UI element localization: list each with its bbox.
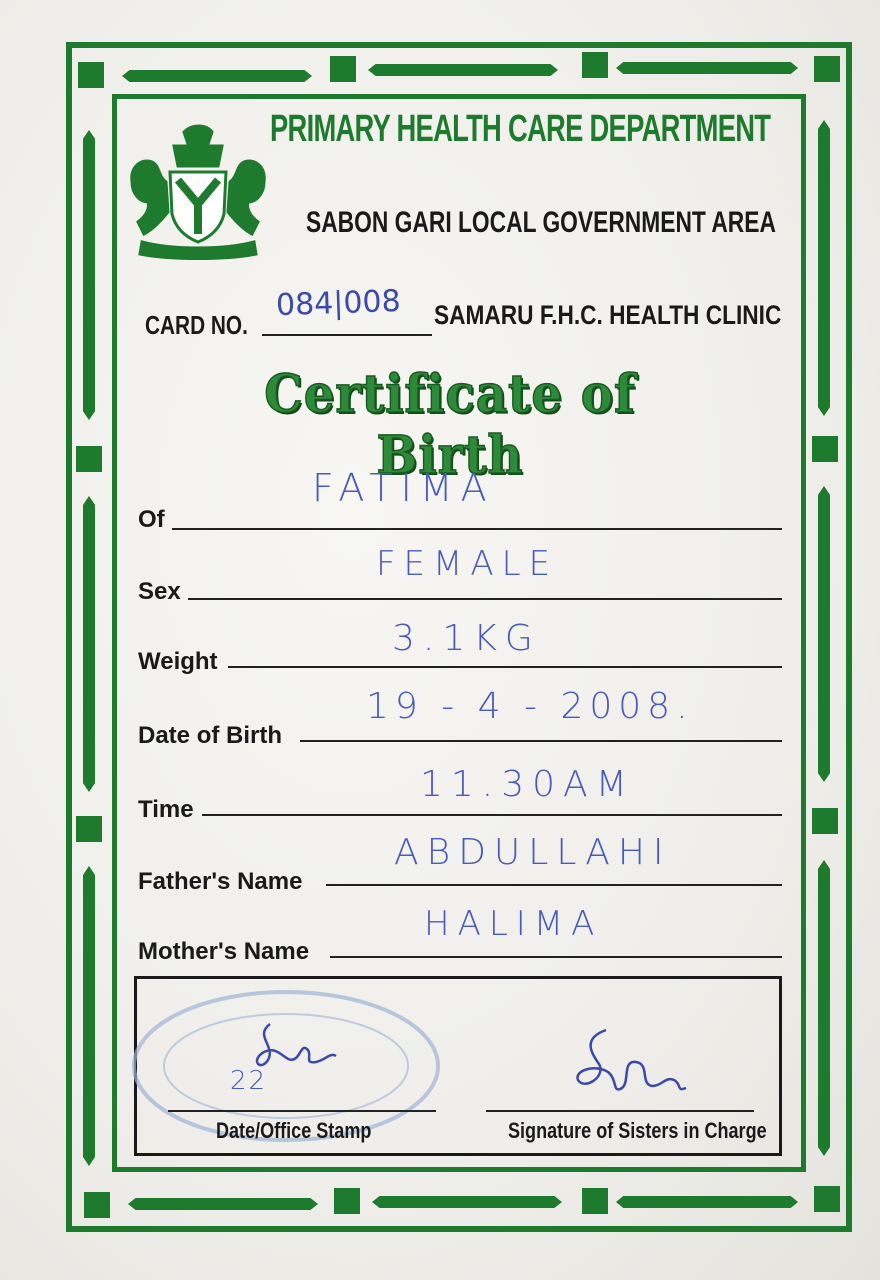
border-bar (122, 70, 312, 82)
border-square (582, 1188, 608, 1214)
stamp-date: 22 (230, 1066, 268, 1096)
of-label: Of (138, 506, 165, 533)
time-label: Time (138, 796, 194, 823)
department-title: PRIMARY HEALTH CARE DEPARTMENT (270, 108, 771, 150)
lga-subtitle: SABON GARI LOCAL GOVERNMENT AREA (306, 206, 776, 239)
weight-label: Weight (138, 648, 218, 675)
of-value: FATIMA (312, 466, 495, 510)
sister-signature (566, 1024, 696, 1100)
of-line (172, 528, 782, 530)
office-signature (246, 1016, 346, 1078)
border-square (812, 436, 838, 462)
border-bar (616, 1196, 798, 1208)
weight-value: 3.1KG (392, 618, 541, 659)
border-bar (128, 1198, 318, 1210)
border-bar (368, 64, 558, 76)
stamp-sign-line (168, 1110, 436, 1112)
border-square (812, 808, 838, 834)
border-square (76, 446, 102, 472)
dob-label: Date of Birth (138, 722, 282, 749)
corner-square-bl (84, 1192, 110, 1218)
father-value: ABDULLAHI (394, 832, 672, 873)
mother-line (330, 956, 782, 958)
border-bar (818, 486, 830, 782)
card-no-label: CARD NO. (145, 310, 248, 340)
card-no-line (262, 334, 432, 336)
dob-line (300, 740, 782, 742)
card-number: 084|008 (275, 283, 402, 324)
coat-of-arms-icon (122, 122, 274, 262)
corner-square-tl (78, 62, 104, 88)
sister-sign-line (486, 1110, 754, 1112)
border-bar (818, 860, 830, 1156)
corner-square-br (814, 1186, 840, 1212)
border-bar (372, 1196, 562, 1208)
border-bar (83, 496, 95, 792)
weight-line (228, 666, 782, 668)
time-value: 11.30AM (420, 764, 635, 805)
sex-label: Sex (138, 578, 181, 605)
mother-value: HALIMA (424, 904, 603, 944)
border-bar (83, 866, 95, 1166)
dob-value: 19 - 4 - 2008. (366, 686, 694, 727)
border-bar (616, 62, 798, 74)
sex-value: FEMALE (376, 544, 559, 584)
border-bar (818, 120, 830, 416)
border-square (76, 816, 102, 842)
corner-square-tr (814, 56, 840, 82)
certificate-title: Certificate of Birth (264, 364, 636, 486)
sister-signature-caption: Signature of Sisters in Charge (508, 1118, 767, 1143)
sex-line (188, 598, 782, 600)
clinic-name: SAMARU F.H.C. HEALTH CLINIC (434, 300, 782, 330)
mother-label: Mother's Name (138, 938, 310, 965)
border-square (330, 56, 356, 82)
border-square (582, 52, 608, 78)
border-bar (83, 130, 95, 420)
border-square (334, 1188, 360, 1214)
date-stamp-caption: Date/Office Stamp (216, 1118, 372, 1143)
father-line (326, 884, 782, 886)
father-label: Father's Name (138, 868, 303, 895)
time-line (202, 814, 782, 816)
